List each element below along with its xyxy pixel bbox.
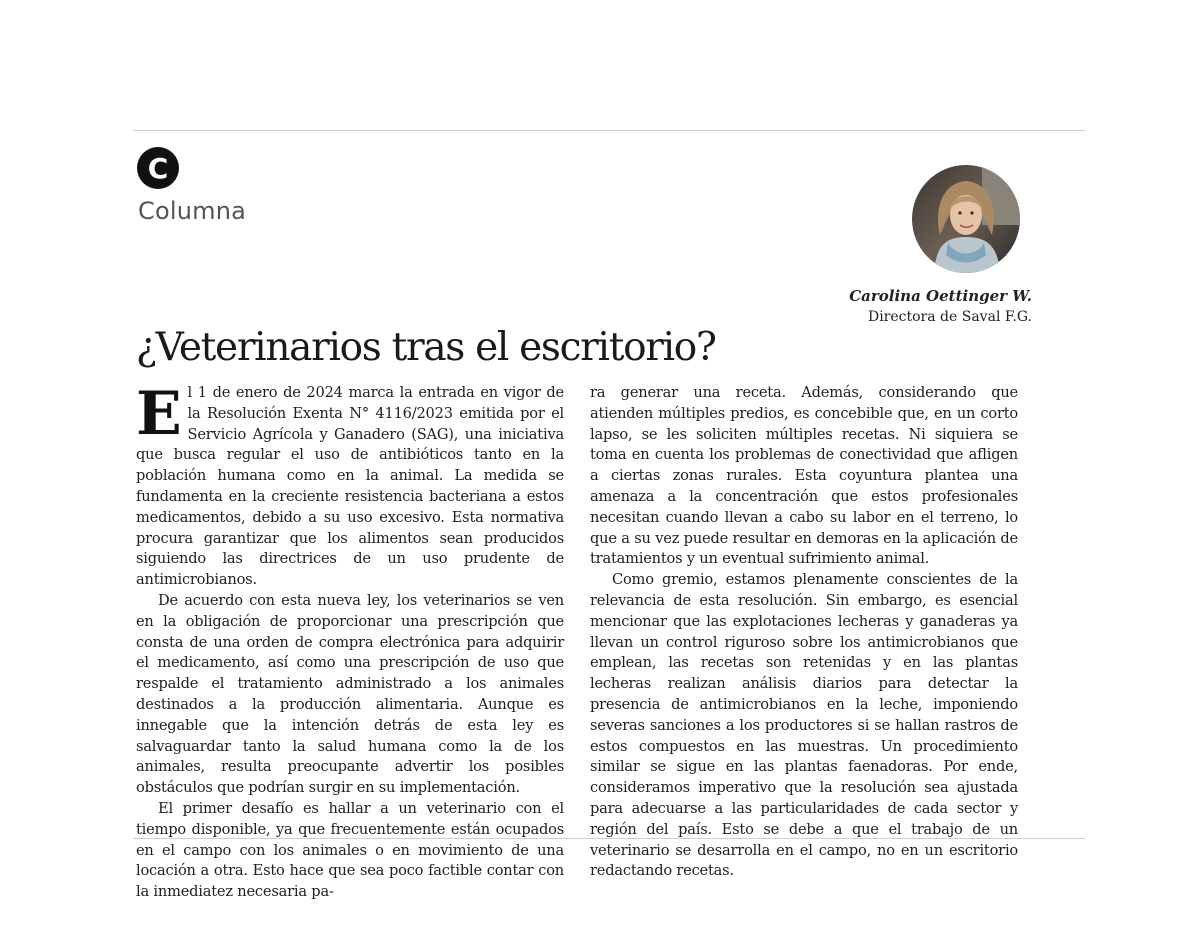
paragraph-1 <box>136 379 564 591</box>
paragraph-3: El primer desafío es hallar a un veterinario con el tiempo disponible, ya que frecuentemente están ocupados en el campo con los animales o en movimiento de una locación a otra. Esto hace que sea poco factible contar con la inmediatez necesaria pa- <box>136 799 564 901</box>
article-column-right <box>590 383 1018 882</box>
column-badge-letter: C <box>147 151 169 185</box>
bottom-divider <box>133 838 1085 839</box>
author-photo <box>912 165 1020 273</box>
article-headline: ¿Veterinarios tras el escritorio? <box>136 325 716 370</box>
author-role: Directora de Saval F.G. <box>867 309 1032 325</box>
article-column-left <box>136 379 564 903</box>
paragraph-5: Como gremio, estamos plenamente conscientes de la relevancia de esta resolución. Sin embargo, es esencial mencionar que las explotaciones lecheras y ganaderas ya llevan un control riguroso sobre los antimicrobianos que emplean, las recetas son retenidas y en las plantas lecheras realizan análisis diarios para detectar la presencia de antimicrobianos en la leche, imponiendo severas sanciones a los productores si se hallan rastros de estos compuestos en las muestras. Un procedimiento similar se sigue en las plantas faenadoras. Por ende, consideramos imperativo que la resolución sea ajustada para adecuarse a las particularidades de cada sector y región del país. Esto se debe a que el trabajo de un veterinario se desarrolla en el campo, no en un escritorio redactando recetas. <box>590 571 1018 880</box>
author-block <box>849 286 1032 328</box>
paragraph-1-text: l 1 de enero de 2024 marca la entrada en vigor de la Resolución Exenta N° 4116/2023 emitida por el Servicio Agrícola y Ganadero (SAG), una iniciativa que busca regular el uso de antibióticos tanto en la población humana como en la animal. La medida se fundamenta en la creciente resistencia bacteriana a estos medicamentos, debido a su uso excesivo. Esta normativa procura garantizar que los alimentos sean producidos siguiendo las directrices de un uso prudente de antimicrobianos. <box>136 384 564 589</box>
top-divider <box>133 130 1085 131</box>
author-portrait-icon <box>912 165 1020 273</box>
paragraph-2: De acuerdo con esta nueva ley, los veterinarios se ven en la obligación de proporcionar una prescripción que consta de una orden de compra electrónica para adquirir el medicamento, así como una prescripción de uso que respalde el tratamiento administrado a los animales destinados a la producción alimentaria. Aunque es innegable que la intención detrás de esta ley es salvaguardar tanto la salud humana como la de los animales, resulta preocupante advertir los posibles obstáculos que podrían surgir en su implementación. <box>136 591 564 797</box>
column-badge <box>137 147 179 189</box>
author-name: Carolina Oettinger W. <box>849 287 1032 305</box>
section-label: Columna <box>138 197 247 225</box>
drop-cap: E <box>136 379 182 449</box>
paragraph-4: ra generar una receta. Además, considerando que atienden múltiples predios, es concebible que, en un corto lapso, se les soliciten múltiples recetas. Ni siquiera se toma en cuenta los problemas de conectividad que afligen a ciertas zonas rurales. Esta coyuntura plantea una amenaza a la concentración que estos profesionales necesitan cuando llevan a cabo su labor en el terreno, lo que a su vez puede resultar en demoras en la aplicación de tratamientos y un eventual sufrimiento animal. <box>590 384 1018 568</box>
